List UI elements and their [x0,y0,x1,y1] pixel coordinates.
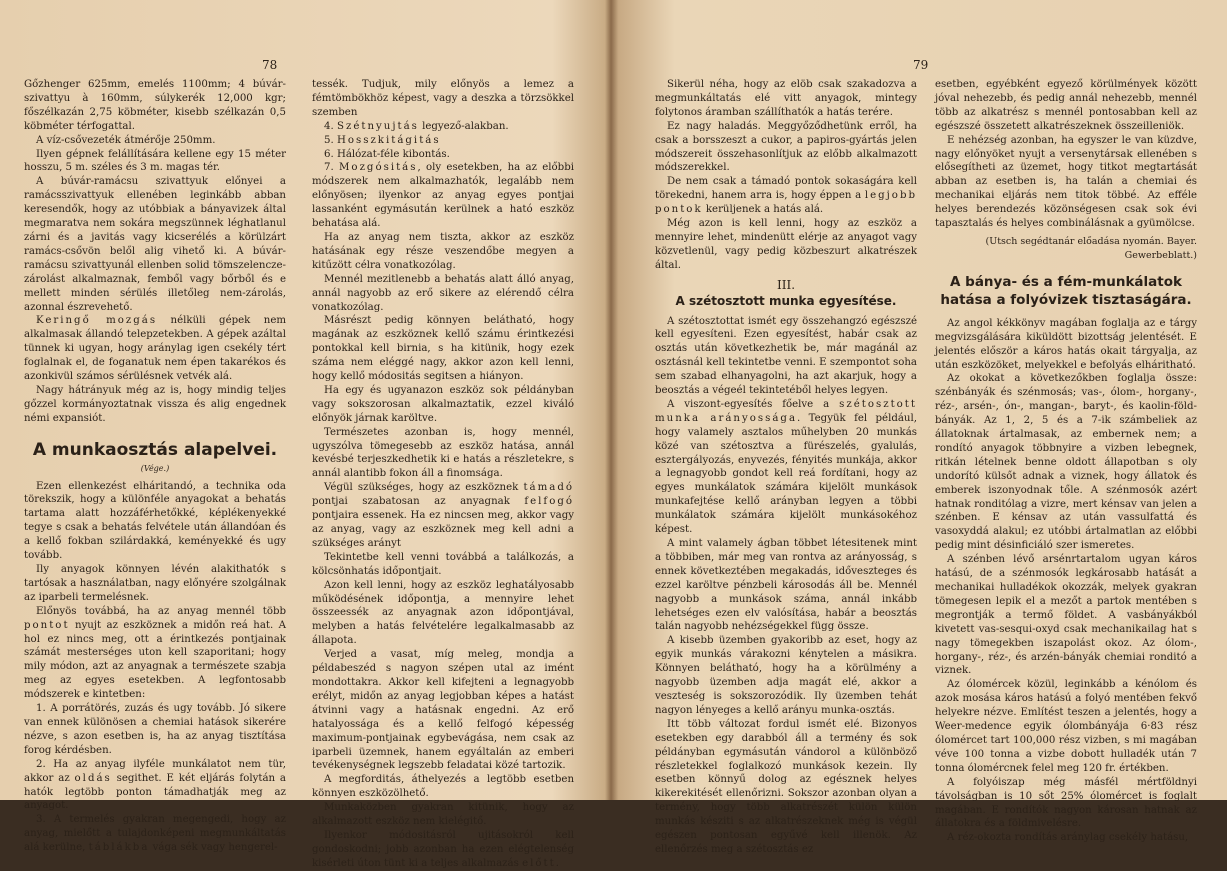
emphasis: oldás [74,772,112,784]
paragraph: Másrészt pedig könnyen belátható, hogy magának az eszköznek kellő számu érintkezési pontokkal kell birnia, s ha kitünik, hogy ezek száma nem eléggé nagy, akkor azon kell lenni, hogy kellő módositás segitsen a hiányon. [312,315,574,383]
paragraph [24,314,286,384]
text-run: De nem csak a támadó pontok sokaságára kell törekedni, hanem arra is, hogy éppen a [655,176,917,202]
paragraph [312,481,574,551]
section-number: III. [776,277,796,292]
list-item: 6. Hálózat-féle kibontás. [324,148,450,160]
paragraph: Az angol kékkönyv magában foglalja az e tárgy megvizsgálására kiküldött bizottság jelentését. E jelentés először a káros hatás okait tárgyalja, az után eszközöket, melyekkel e befolyás elháritható. [935,317,1197,371]
text-run: 5. [324,134,337,146]
text-run: , oly esetekben, ha az előbbi módszerek nem alkalmazhatók, legalább nem előnyösen; ilyenkor az anyag egyes pontjai lassanként egymásután kerülnek a ható eszköz behatása alá. [312,162,574,230]
left-page-column-2 [312,78,574,871]
paragraph: Még azon is kell lenni, hogy az eszköz a mennyire lehet, mindenütt elérje az anyagot vagy közvetlenül, vagy pedig közbeszurt alkatrészek által. [655,218,917,271]
text-run: vága sék vagy hengerel- [149,842,278,854]
text-run: nyujt az eszköznek a midőn reá hat. A hol ez nincs meg, ott a érintkezés pontjainak számát mesterséges uton kell szaporitani; hogy mily módon, azt az anyagnak a természete szabja meg az egyes esetekben. A legfontosabb módszerek e kintetben: [24,619,286,701]
paragraph: Ez nagy haladás. Meggyőződhetünk erről, ha csak a borsszeszt a cukor, a papiros-gyártás jelen módszereit összehasonlítjuk az előbb alkalmazott módszerekkel. [655,120,917,174]
emphasis: támadó [523,482,574,494]
emphasis: táblákba [88,842,150,854]
paragraph [655,175,917,217]
text-run: Ilyenkor módositásról ujitásokról kell gondoskodni; jobb azonban ha ezen elégtelenség kisérleti úton tünt ki a teljes alkalmazás [312,829,574,869]
paragraph: Azon kell lenni, hogy az eszköz leghatályosabb működésének időpontja, a mennyire lehet összeessék az anyagnak azon időpontjával, melyben a hatás felvételére legalkalmasabb az állapota. [312,579,574,647]
list-item [312,120,574,134]
text-run: legyező-alakban. [418,120,509,132]
text-run: Előnyös továbbá, ha az anyag mennél több [36,605,286,617]
page-number-left: 78 [262,58,278,72]
paragraph: Ha egy és ugyanazon eszköz sok példányban vagy sokszorosan alkalmaztatik, ezzel kiváló előnyök járnak karöltve. [312,384,574,424]
list-item [312,134,574,148]
text-run: 2. Ha az anyag ilyféle munkálatot nem tür, akkor az [24,758,286,784]
right-page-column-2 [935,78,1197,845]
paragraph [24,813,286,855]
paragraph: Verjed a vasat, míg meleg, mondja a példabeszéd s nagyon szépen utal az imént mondottakra. Akkor kell kifejteni a legnagyobb erélyt, midőn az anyag legjobban képes a hatást átvinni vagy a hatásnak engedni. Az erő hatalyossága és a kellő felfogó képesség maximum-pontjainak egybevágása, nem csak az iparbeli üzemnek, hanem egyáltalán az emberi tevékenységnek legszebb feladatai közé tartozik. [312,649,574,772]
paragraph: A szénben lévő arsénrtartalom ugyan káros hatású, de a szénmosók legkárosabb hatását a mechanikai hulladékok okozzák, melyek gyakran tömegesen lepik el a mezőt a partok mentében s megrontják a termő földet. A vasbányákból kivetett vas-sesqui-oxyd csak mechanikailag hat s nagy tömegekben iszapolást okoz. Az ólom-, horgany-, réz-, és arzén-bányák chemiai ronditó a viznek. [935,554,1197,677]
section-heading: A szétosztott munka egyesítése. [675,293,897,308]
paragraph: Természetes azonban is, hogy mennél, ugyszólva tömegesebb az eszköz hatása, annál kevésbé terjeszkedhetik ki e hatás a részletekre, s annál alantibb fokon áll a finomsága. [312,426,574,480]
paragraph: esetben, egyébként egyező körülmények között jóval nehezebb, és pedig annál nehezebb, mennél több az alkatrész s mennél pontosabban kell az egészszé összetett alkatrészeknek összeilleniök. [935,79,1197,132]
paragraph: A réz-okozta rondítás aránylag csekély hatásu, [947,832,1189,844]
page-number-right: 79 [913,58,929,72]
emphasis: Mozgósitás [339,162,418,174]
paragraph: Gőzhenger 625mm, emelés 1100mm; 4 búvár-szivattyu à 160mm, súlykerék 12,000 kgr; főszélkazán 2,75 köbméter, kisebb szélkazán 0,5 köbméter térfogattal. [24,79,286,132]
text-run: A viszont-egyesítés főelve a [667,398,840,410]
paragraph: A szétosztottat ismét egy összehangzó egészszé kell egyesíteni. Ezen egyesítést, habár csak az osztás után következhetik be, már magánál az osztásnál kell tekintetbe venni. E szempontot soha sem szabad elhanyagolni, ha azt akarjuk, hogy a beosztás a végeél tekintetéből helyes legyen. [655,315,917,397]
emphasis: előtt [522,857,556,869]
text-run: Végül szükséges, hogy az eszköznek [324,482,524,494]
emphasis: Keringő mozgás [36,315,158,327]
paragraph: Nagy hátrányuk még az is, hogy mindig teljes gőzzel kormányoztatnak vissza és alig engednek némi expansiót. [24,384,286,424]
left-page-column-1 [24,78,286,855]
paragraph: Mennél mezitlenebb a behatás alatt álló anyag, annál nagyobb az erő sikere az elérendő célra vonatkozólag. [312,273,574,313]
text-run: 7. [324,162,339,174]
section-heading: A munkaosztás alapelvei. [32,439,278,460]
paragraph: A búvár-ramácsu szivattyuk előnyei a ramácsszivattyuk ellenében leginkább abban keresendők, hogy az utóbbiak a bányavizek által megmaratva nem sokára megszünnek léghatlanul zárni és a javitás vagy kicserélés a körülzárt ramács-csővön belől alig vihető ki. A búvár-ramácsu szivattyunál ellenben solid tömszelencze-zárolást alkalmaznak, femből vagy bőrből és e mellett minden sérülés illetőleg nem-zárolás, azonnal észrevehető. [24,176,286,313]
paragraph: Ha az anyag nem tiszta, akkor az eszköz hatásának egy része veszendőbe megyen a kitűzött célra vonatkozólag. [312,231,574,271]
right-page [613,0,1227,855]
paragraph: Ily anyagok könnyen lévén alakithatók s tartósak a használatban, nagy előnyére szolgálnak az iparbeli termelésnek. [24,564,286,603]
paragraph: Az okokat a következőkben foglalja össze: szénbányák és szénmosás; vas-, ólom-, horgany-, réz-, arsén-, ón-, mangan-, baryt-, és kaolin-föld-bányák. Az 1, 2, 5 és a 7-ik számbeliek az állatoknak ártalmasak, az embernek nem; a rondító anyagok többnyire a vizben lebegnek, ritkán lételnek benne oldott állapotban s oly undorító külsőt adnak a viznek, hogy állatok és emberek iszonyodnak tőle. A szénmosók azért hatnak ronditólag a vizre, mert kénsav van jelen a szénben. E kénsav az után vassulfattá és vasoxyddá alakul; ez utóbbi ártalmatlan az előbbi pedig mint désinficiáló szer ismeretes. [935,373,1197,552]
paragraph: Itt több változat fordul ismét elé. Bizonyos esetekben egy darabból áll a termény és sok példányban egymásután vándorol a különböző részletekkel foglalkozó munkások kezein. Ily esetben könnyű dolog az egésznek helyes kikerekitését ellenőrizni. Sokszor azonban olyan a termény, hogy több alkatrészét külön külön munkás késziti s az alkatrészeknek még is végül egészen pontosan egyűvé kell illenök. Az ellenőrzés meg a szétosztás ez [655,718,917,855]
emphasis: Szétnyujtás [336,120,419,132]
paragraph [312,829,574,871]
emphasis: legjobb pontok [655,190,917,216]
paragraph: A mint valamely ágban többet létesitenek mint a többiben, már meg van rontva az arányosság, s ennek következtében megakadás, időveszteges és ezzel karöltve pénzbeli károsodás áll be. Mennél nagyobb a munkások száma, annál inkább lehetséges ezen elv valósítása, habár a beosztás talán nagyobb nehézségekkel függ össze. [655,538,917,633]
emphasis: Hosszkitágitás [336,134,441,146]
paragraph: Sikerül néha, hogy az elöb csak szakadozva a megmunkáltatás elé vitt anyagok, mintegy folytonos áramban szállíthatók a hatás terére. [655,79,917,118]
paragraph: Tekintetbe kell venni továbbá a találkozás, a kölcsönhatás időpontjait. [312,551,574,577]
left-page [0,0,600,869]
paragraph: E nehézség azonban, ha egyszer le van küzdve, nagy előnyöket nyujt a versenytársak ellenében s elősegítheti az üzemet, hogy titkot megtartását abban az esetben is, ha talán a chemiai és mechanikai eljárás nem titok többé. Az efféle helyes berendezés közönségesen csak sok évi tapasztalás és helyes combinálásnak a gyümölcse. [935,134,1197,230]
paragraph [24,605,286,702]
paragraph: A megforditás, áthelyezés a legtöbb esetben könnyen eszközölhető. [312,774,574,800]
emphasis: felfogó [524,496,574,508]
right-page-column-1 [655,78,917,857]
paragraph: Ezen ellenkezést elháritandó, a technika oda törekszik, hogy a különféle anyagokat a behatás tartama alatt hozzáférhetőkké, képlékenyekké tegye s csak a behatás felvétele után állandóan és a kellő fokban szilárdakká, keményekké és ugy tovább. [24,480,286,562]
heading-note: (Vége.) [140,463,170,473]
paragraph: Az ólomércek közül, leginkább a kénólom és azok mosása káros hatású a folyó mentében fekvő helyekre nézve. Említést teszen a jelentés, hogy a Weer-medence egyik ólombányája 6·83 rész ólomércet tart 100,000 rész vizben, s mi magában véve 100 tonna a vizbe dobott hulladék után 7 tonna ólomércnek felel meg 120 fr. értékben. [935,679,1197,774]
section-heading: A bánya- és a fém-munkálatok hatása a folyóvizek tisztaságára. [940,273,1192,308]
text-run: 3. A termelés gyakran megengedi, hogy az anyag, mielőtt a tulajdonképeni megmunkáltatás alá kerülne, [24,814,286,854]
text-run: . Tegyük fel például, hogy valamely asztalos műhelyben 20 munkás közé van szétosztva a fürészelés, gyalulás, esztergályozás, enyvezés, fényités munkája, akkor a legnagyobb gondot kell reá fordítani, hogy az egyes munkálatok számára kijelölt munkások munkafejtése kellő arányban legyen a többi munkálatok számára kijelölt munkásokéhoz képest. [655,412,917,536]
paragraph: tessék. Tudjuk, mily előnyös a lemez a fémtömbökhöz képest, vagy a deszka a törzsökkel szemben [312,79,574,118]
emphasis: szétosztott munka arányossága [655,398,917,424]
text-run: segithet. E két eljárás folytán a hatók legtöbb ponton támadhatják meg az anyagot. [24,772,286,812]
paragraph: 1. A porrátörés, zuzás és ugy tovább. Jó sikere van ennek különösen a chemiai hatások sikerére nézve, s azon esetben is, ha az anyag tisztítása forog kérdésben. [24,703,286,756]
text-run: kerüljenek a hatás alá. [702,204,824,216]
emphasis: pontot [24,619,70,631]
paragraph: A víz-csővezeték átmérője 250mm. [36,134,216,146]
text-run: pontjai szabatosan az anyagnak [312,496,525,508]
text-run: . [555,857,559,869]
paragraph: A folyóiszap még másfél mértföldnyi távolságban is 10 sőt 25% ólomércet is foglalt magában. E rondítók nagyon károsan hatnak az állatokra és a földmivelésre. [935,776,1197,830]
paragraph: Ilyen gépnek felállítására kellene egy 15 méter hosszu, 5 m. széles és 3 m. magas tér. [24,148,286,174]
text-run: pontjaira essenek. Ha ez nincsen meg, akkor vagy az anyag, vagy az eszköznek meg kell adni a szükséges arányt [312,510,574,549]
list-item [312,161,574,231]
paragraph: A kisebb üzemben gyakoribb az eset, hogy az egyik munkás várakozni kénytelen a másikra. Könnyen belátható, hogy ha a körülmény a nagyobb üzemben adja magát elé, akkor a veszteség is sokszorozódik. Ily üzemben tehát nagyon lényeges a kellő arányu munka-osztás. [655,635,917,716]
paragraph [24,758,286,814]
paragraph: Munkaközben gyakran kitünik, hogy az alkalmazott eszköz nem kielégitő. [312,802,574,828]
text-run: nélküli gépek nem alkalmasak állandó telepzetekben. A gépek azáltal tünnek ki ugyan, hogy aránylag igen csekély tért foglalnak el, de foganatuk nem épen takarékos és azonkivül számos sérülésnek vetvék alá. [24,315,287,383]
source-note: (Utsch segédtanár előadása nyomán. Bayer. Gewerbeblatt.) [985,235,1197,261]
paragraph [655,398,917,537]
text-run: 4. [324,120,337,132]
